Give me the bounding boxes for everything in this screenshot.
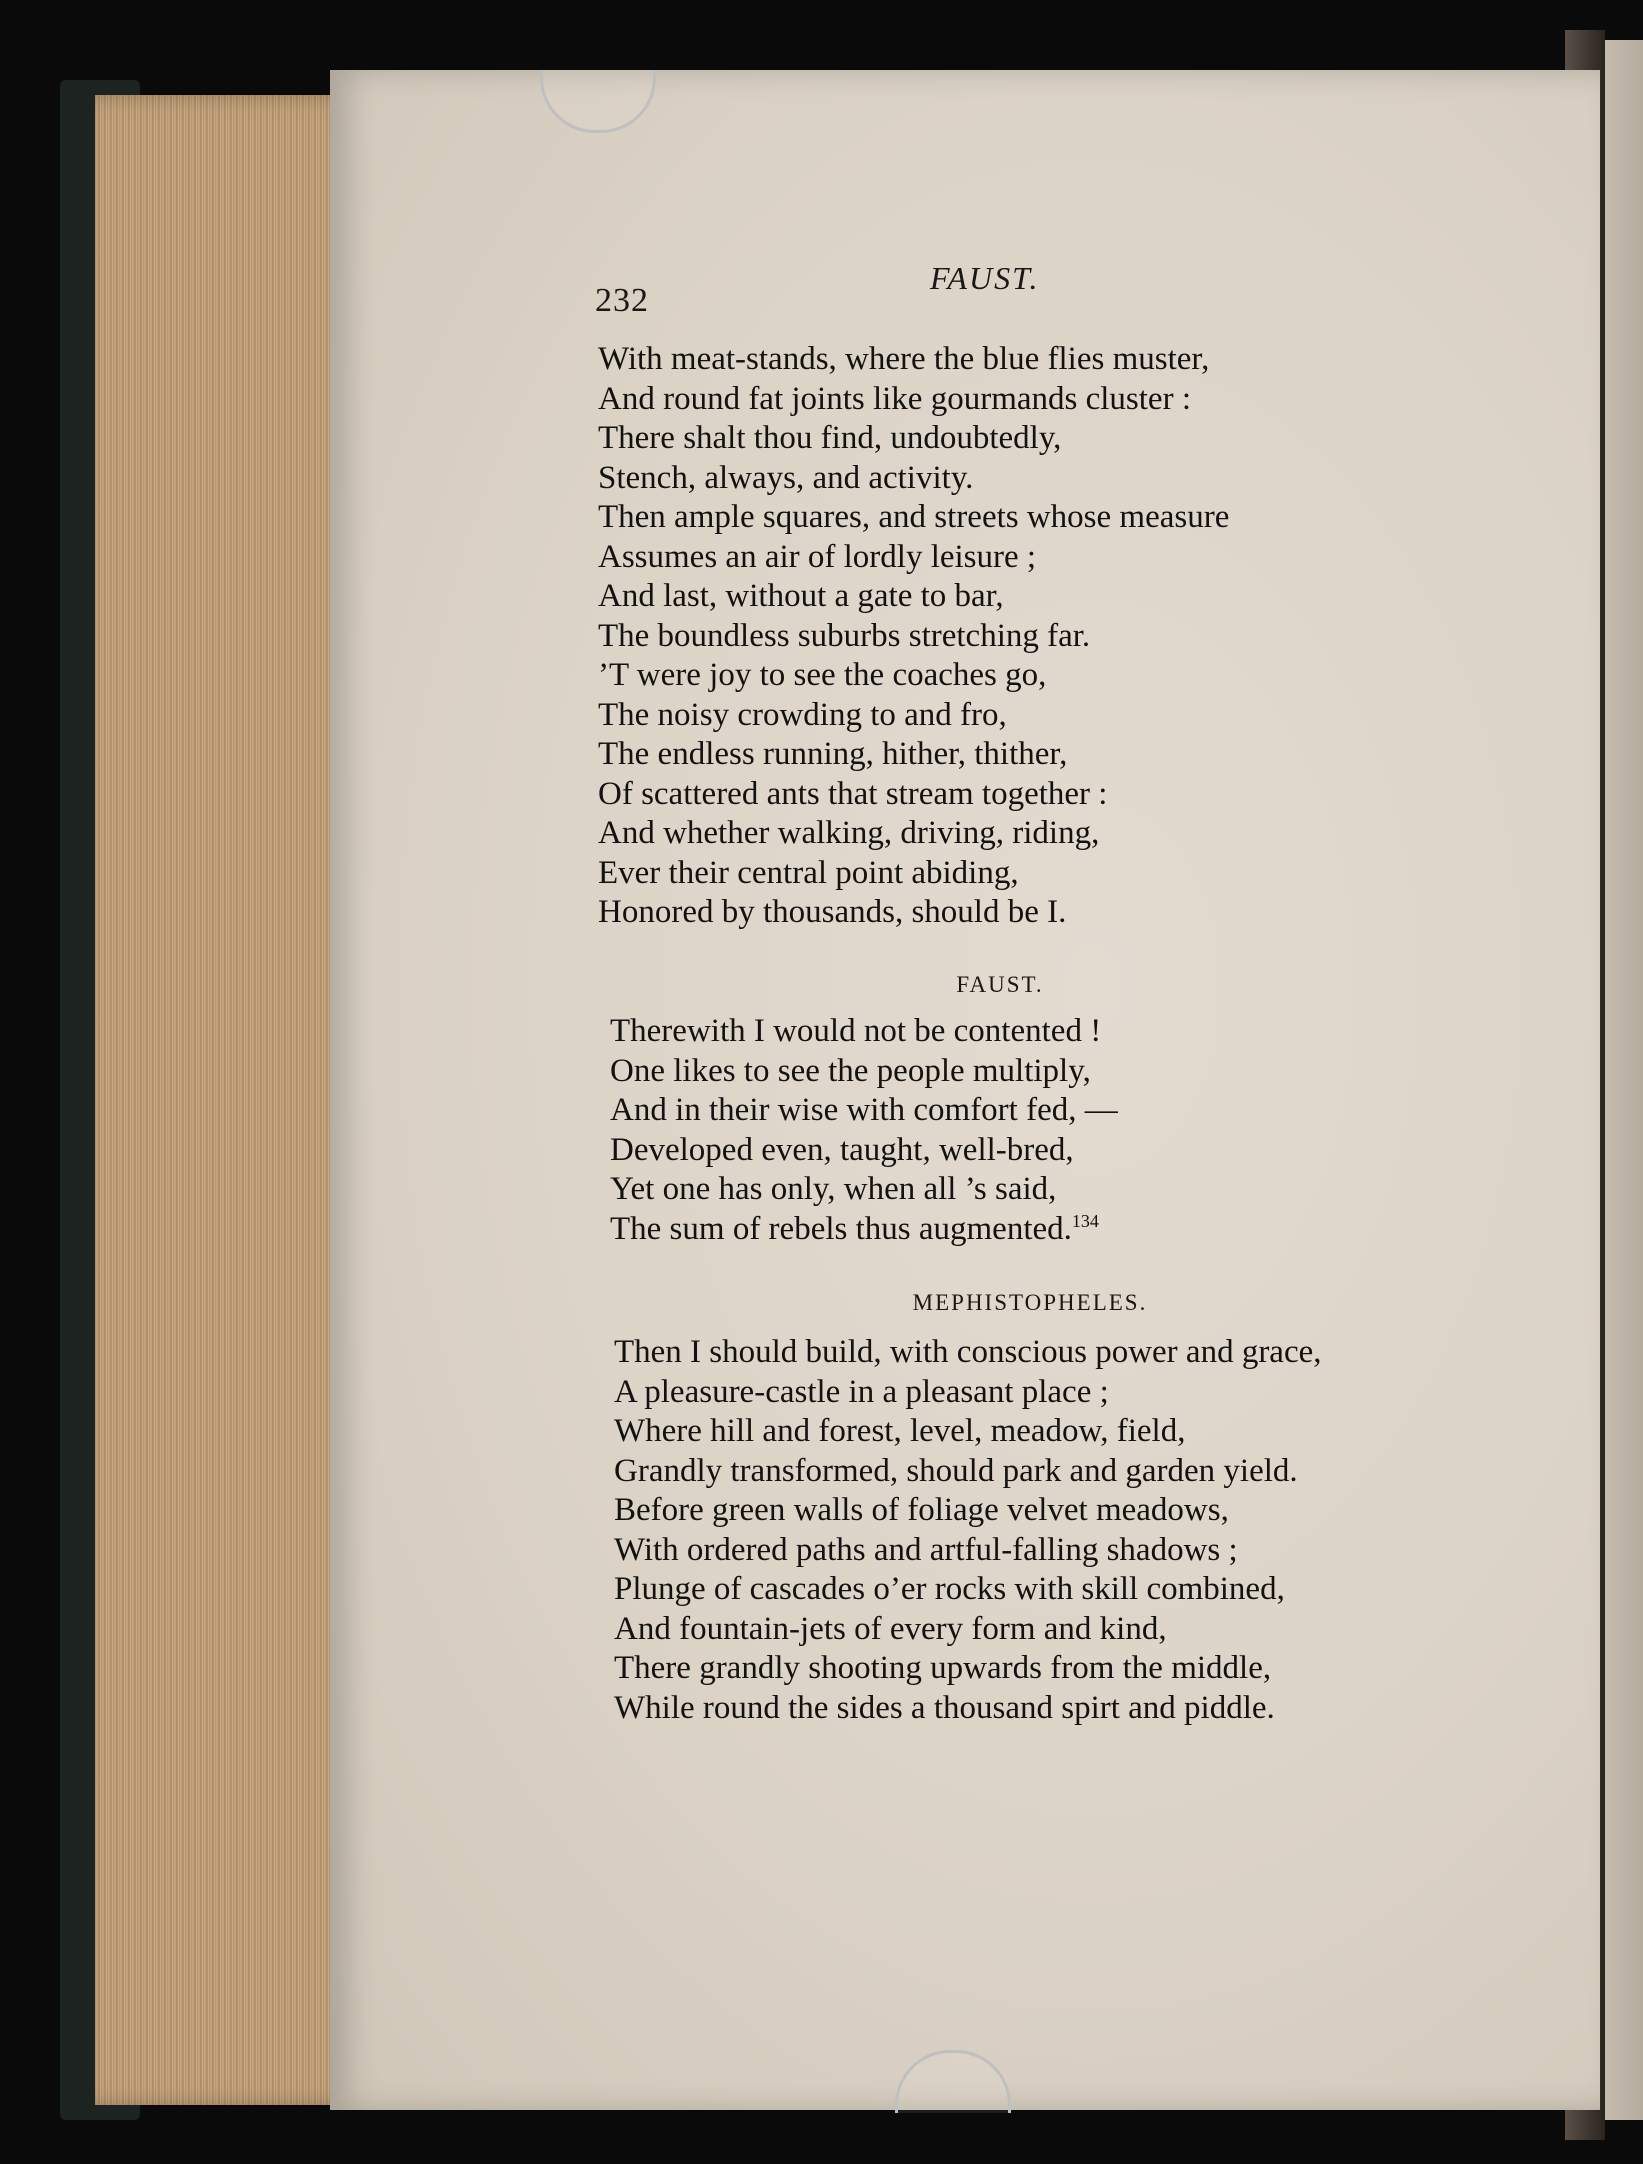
- verse-line: Then I should build, with conscious power and grace,: [614, 1334, 1322, 1370]
- page-header: [595, 260, 1495, 320]
- verse-line: Before green walls of foliage velvet meadows,: [614, 1492, 1229, 1528]
- verse-line: While round the sides a thousand spirt and piddle.: [614, 1689, 1275, 1726]
- verse-line: Where hill and forest, level, meadow, field,: [614, 1413, 1186, 1449]
- verse-line: [610, 1210, 1118, 1250]
- verse-line: There shalt thou find, undoubtedly,: [598, 420, 1062, 456]
- footnote-marker[interactable]: 134: [1071, 1210, 1099, 1231]
- verse-line: And in their wise with comfort fed, —: [610, 1092, 1118, 1128]
- verse-line: Assumes an air of lordly leisure ;: [598, 538, 1037, 575]
- verse-line: Stench, always, and activity.: [598, 459, 974, 496]
- verse-line: Honored by thousands, should be I.: [598, 894, 1067, 930]
- stanza-1: [598, 340, 1229, 933]
- verse-line: The noisy crowding to and fro,: [598, 696, 1007, 733]
- verse-line: And fountain-jets of every form and kind,: [614, 1610, 1167, 1647]
- page-number: 232: [595, 282, 649, 319]
- verse-line: Therewith I would not be contented !: [610, 1013, 1102, 1049]
- verse-line: The endless running, hither, thither,: [598, 736, 1068, 772]
- verse-line: And round fat joints like gourmands cluster :: [598, 380, 1191, 417]
- verse-text: The sum of rebels thus augmented.: [610, 1210, 1072, 1247]
- verse-line: And whether walking, driving, riding,: [598, 815, 1100, 851]
- verse-line: Yet one has only, when all ’s said,: [610, 1171, 1057, 1207]
- verse-line: The boundless suburbs stretching far.: [598, 617, 1091, 654]
- stanza-3: [614, 1333, 1322, 1728]
- stanza-2: [610, 1012, 1118, 1249]
- verse-line: With meat-stands, where the blue flies muster,: [598, 341, 1210, 377]
- verse-line: Of scattered ants that stream together :: [598, 775, 1108, 812]
- running-title: FAUST.: [930, 260, 1040, 296]
- verse-line: There grandly shooting upwards from the middle,: [614, 1650, 1272, 1686]
- verse-line: And last, without a gate to bar,: [598, 578, 1004, 614]
- speaker-label-faust: FAUST.: [956, 972, 1044, 997]
- verse-line: Plunge of cascades o’er rocks with skill combined,: [614, 1571, 1285, 1607]
- speaker-label-mephistopheles: MEPHISTOPHELES.: [912, 1290, 1148, 1315]
- verse-line: ’T were joy to see the coaches go,: [598, 657, 1047, 693]
- verse-line: Developed even, taught, well-bred,: [610, 1131, 1074, 1168]
- page-edges: [95, 95, 360, 2105]
- verse-line: Ever their central point abiding,: [598, 854, 1019, 891]
- verse-line: Then ample squares, and streets whose measure: [598, 499, 1230, 535]
- verse-line: With ordered paths and artful-falling shadows ;: [614, 1531, 1238, 1568]
- next-page-edge: [1600, 40, 1643, 2120]
- verse-line: A pleasure-castle in a pleasant place ;: [614, 1373, 1109, 1410]
- verse-line: One likes to see the people multiply,: [610, 1052, 1091, 1089]
- verse-line: Grandly transformed, should park and garden yield.: [614, 1452, 1298, 1489]
